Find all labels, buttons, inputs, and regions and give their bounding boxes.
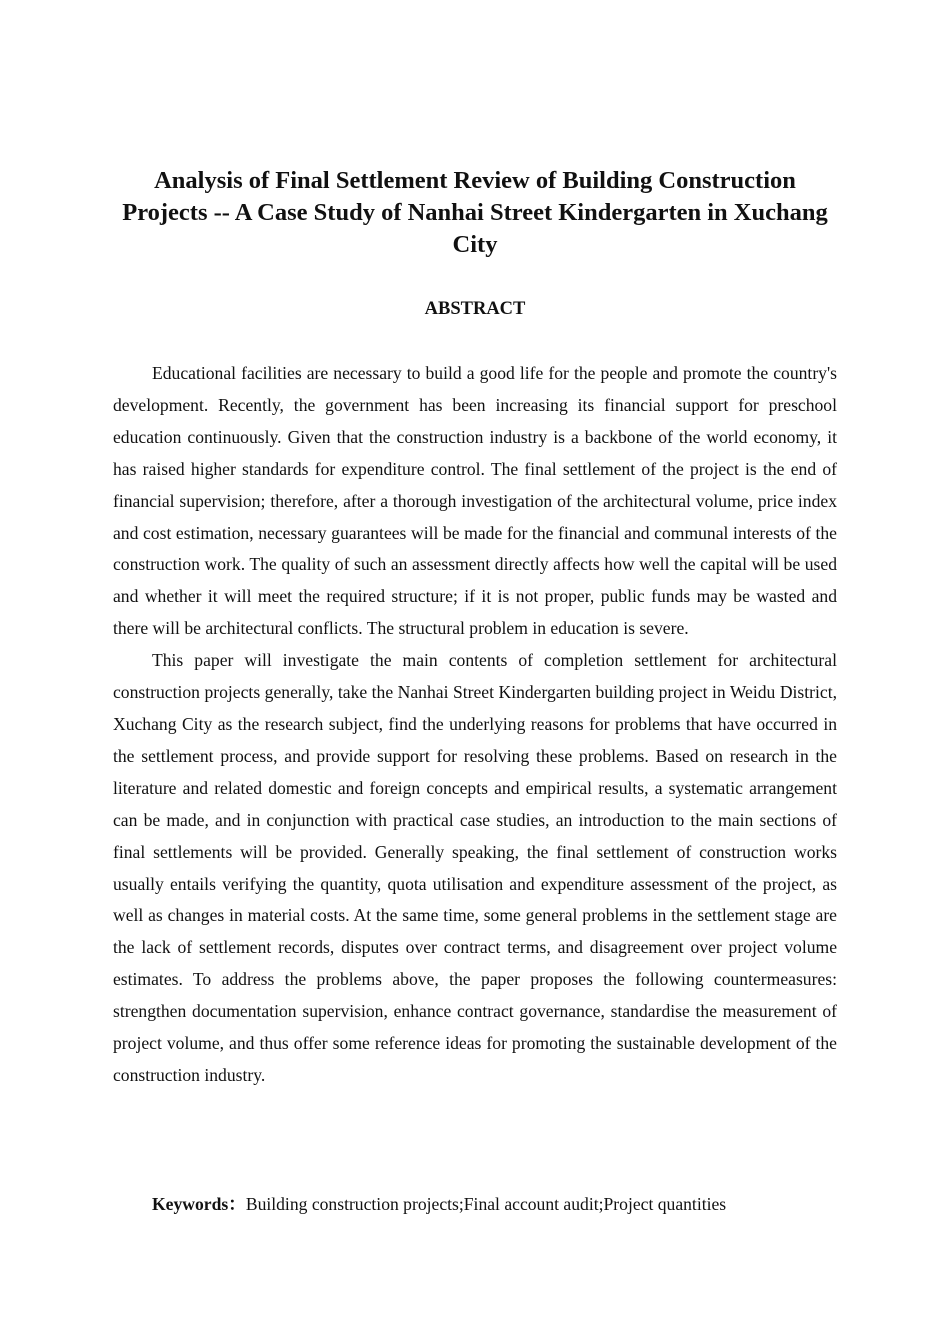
abstract-paragraph: Educational facilities are necessary to build a good life for the people and promote the country's development. Recently, the government has been increasing its financial support for preschool education continuously. Given that the construction industry is a backbone of the world economy, it has raised higher standards for expenditure control. The final settlement of the project is the end of financial supervision; therefore, after a thorough investigation of the architectural volume, price index and cost estimation, necessary guarantees will be made for the financial and communal interests of the construction work. The quality of such an assessment directly affects how well the capital will be used and whether it will meet the required structure; if it is not proper, public funds may be wasted and there will be architectural conflicts. The structural problem in education is severe. [113, 363, 837, 639]
paper-title: Analysis of Final Settlement Review of Building Construction Projects -- A Case Study of Nanhai Street Kindergarten in Xuchang City [122, 167, 828, 258]
abstract-heading: ABSTRACT [424, 299, 526, 319]
abstract-body [113, 358, 837, 1092]
keywords-text: Building construction projects;Final account audit;Project quantities [245, 1194, 727, 1214]
keywords-line [152, 1190, 852, 1218]
abstract-paragraph: This paper will investigate the main contents of completion settlement for architectural construction projects generally, take the Nanhai Street Kindergarten building project in Weidu District, Xuchang City as the research subject, find the underlying reasons for problems that have occurred in the settlement process, and provide support for resolving these problems. Based on research in the literature and related domestic and foreign concepts and empirical results, a systematic arrangement can be made, and in conjunction with practical case studies, an introduction to the main sections of final settlements will be provided. Generally speaking, the final settlement of construction works usually entails verifying the quantity, quota utilisation and expenditure assessment of the project, as well as changes in material costs. At the same time, some general problems in the settlement stage are the lack of settlement records, disputes over contract terms, and disagreement over project volume estimates. To address the problems above, the paper proposes the following countermeasures: strengthen documentation supervision, enhance contract governance, standardise the measurement of project volume, and thus offer some reference ideas for promoting the sustainable development of the construction industry. [113, 650, 837, 1085]
keywords-label: Keywords： [152, 1194, 246, 1214]
